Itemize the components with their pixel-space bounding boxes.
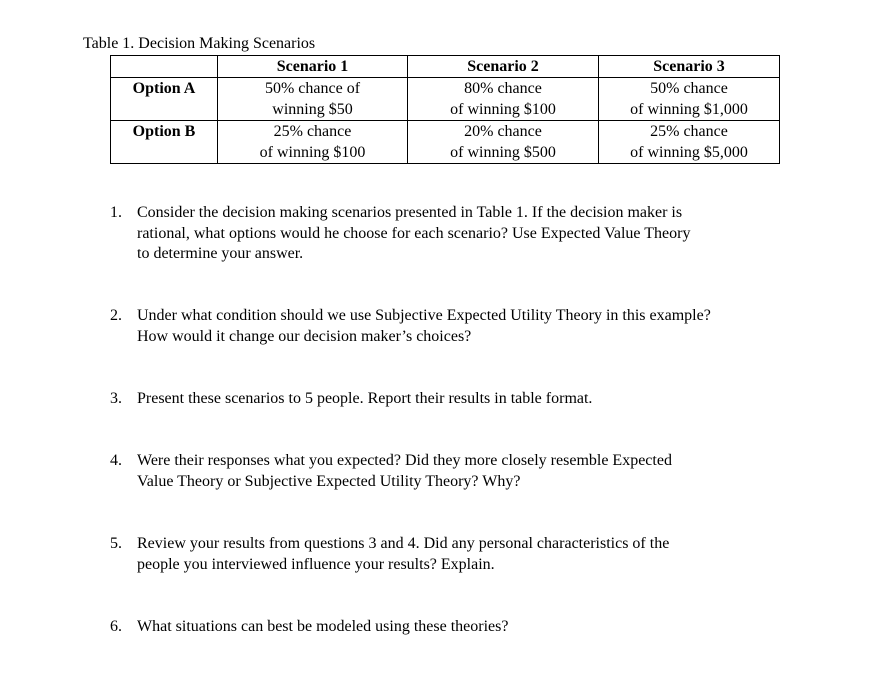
cell-line: 25% chance — [273, 123, 352, 140]
cell-line: 50% chance of — [264, 80, 361, 97]
cell-option-b-scenario-2 — [408, 121, 599, 164]
question-line: Under what condition should we use Subjective Expected Utility Theory in this example? — [137, 307, 711, 324]
question-line: people you interviewed influence your results? Explain. — [137, 555, 495, 573]
question-line: Were their responses what you expected? Did they more closely resemble Expected — [137, 452, 672, 469]
header-cell-scenario-3: Scenario 3 — [599, 56, 780, 78]
table-caption: Table 1. Decision Making Scenarios — [83, 35, 316, 52]
header-cell-empty — [111, 56, 218, 78]
question-line: Present these scenarios to 5 people. Report their results in table format. — [137, 390, 593, 407]
header-cell-scenario-2: Scenario 2 — [408, 56, 599, 78]
question-number: 6. — [110, 618, 122, 635]
question-number: 4. — [110, 452, 122, 469]
cell-line: of winning $500 — [450, 144, 556, 161]
question-line: Review your results from questions 3 and 4. Did any personal characteristics of the — [137, 535, 670, 552]
question-line: What situations can best be modeled using these theories? — [137, 618, 509, 635]
question-number: 3. — [110, 390, 122, 407]
header-cell-scenario-1: Scenario 1 — [218, 56, 408, 78]
question-number: 2. — [110, 307, 122, 324]
cell-option-a-scenario-2 — [408, 78, 599, 121]
row-label-option-b: Option B — [111, 121, 218, 164]
scenarios-table — [110, 55, 780, 164]
row-label-option-a: Option A — [111, 78, 218, 121]
question-line: to determine your answer. — [137, 245, 304, 262]
cell-line: 80% chance — [464, 80, 542, 97]
table-header-row — [111, 56, 780, 78]
question-line: How would it change our decision maker’s choices? — [137, 327, 472, 345]
cell-line: 20% chance — [464, 123, 542, 140]
question-text — [137, 306, 807, 347]
cell-option-a-scenario-3 — [599, 78, 780, 121]
cell-line: of winning $5,000 — [630, 144, 748, 161]
question-line: Value Theory or Subjective Expected Utility Theory? Why? — [137, 472, 521, 490]
question-line: Consider the decision making scenarios presented in Table 1. If the decision maker is — [137, 204, 683, 221]
cell-option-a-scenario-1 — [218, 78, 408, 121]
cell-line: 50% chance — [650, 80, 728, 97]
cell-line: winning $50 — [272, 101, 353, 118]
cell-option-b-scenario-1 — [218, 121, 408, 164]
question-text — [137, 534, 807, 575]
question-number: 1. — [110, 204, 122, 221]
table-row-option-b — [111, 121, 780, 164]
question-text — [137, 617, 807, 638]
question-text — [137, 389, 807, 410]
table-row-option-a — [111, 78, 780, 121]
question-text — [137, 203, 807, 265]
question-text — [137, 451, 807, 492]
question-line: rational, what options would he choose for each scenario? Use Expected Value Theory — [137, 224, 691, 242]
cell-line: of winning $100 — [450, 101, 556, 118]
cell-line: of winning $1,000 — [630, 101, 748, 118]
cell-option-b-scenario-3 — [599, 121, 780, 164]
cell-line: 25% chance — [650, 123, 728, 140]
cell-line: of winning $100 — [259, 144, 366, 161]
question-number: 5. — [110, 535, 122, 552]
